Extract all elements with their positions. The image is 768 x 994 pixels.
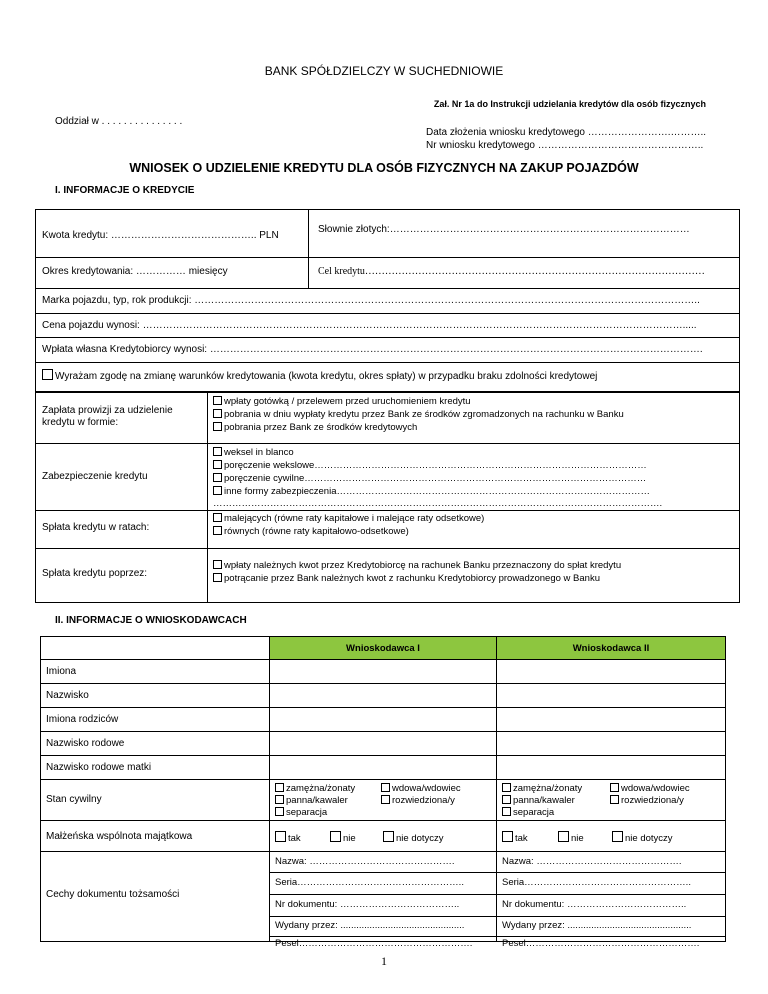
a1-marital-single[interactable]: panna/kawaler [275, 795, 348, 807]
applicant-1-header: Wnioskodawca I [346, 643, 420, 654]
credit-purpose-field[interactable]: Cel kredytu………………………………………………………………………………………… [318, 266, 705, 277]
credit-period-field[interactable]: Okres kredytowania: …………… miesięcy [42, 266, 228, 277]
repayment-deduction-checkbox[interactable] [213, 573, 222, 582]
a2-divorced-checkbox[interactable] [610, 795, 619, 804]
a1-widowed-checkbox[interactable] [381, 783, 390, 792]
attachment-note: Zał. Nr 1a do Instrukcji udzielania kredytów dla osób fizycznych [433, 99, 706, 109]
a1-separated-checkbox[interactable] [275, 807, 284, 816]
repayment-deposit-checkbox[interactable] [213, 560, 222, 569]
consent-row [42, 369, 597, 382]
commission-option-cash[interactable]: wpłaty gotówką / przelewem przed uruchomieniem kredytu [213, 396, 471, 408]
a2-id-name-field[interactable]: Nazwa: ………………………………………. [502, 856, 682, 867]
security-bill-guarantee-checkbox[interactable] [213, 460, 222, 469]
installments-label: Spłata kredytu w ratach: [42, 522, 150, 533]
security-civil-guarantee-checkbox[interactable] [213, 473, 222, 482]
security-option-civil-guarantee[interactable]: poręczenie cywilne……………………………………………………………………………………………… [213, 473, 646, 485]
a2-single-checkbox[interactable] [502, 795, 511, 804]
vehicle-price-field[interactable]: Cena pojazdu wynosi: ………………………………………………………………………………………………………………………………………………..... [42, 320, 697, 331]
commission-option-account[interactable]: pobrania w dniu wypłaty kredytu przez Bank ze środków zgromadzonych na rachunku w Banku [213, 409, 624, 421]
installments-equal-checkbox[interactable] [213, 526, 222, 535]
commission-cash-checkbox[interactable] [213, 396, 222, 405]
page-number: 1 [381, 954, 387, 968]
a2-id-number-field[interactable]: Nr dokumentu: ……………………………….. [502, 899, 687, 910]
own-contribution-field[interactable]: Wpłata własna Kredytobiorcy wynosi: …………………………………………………………………………………………………………………………………. [42, 344, 703, 355]
consent-label: Wyrażam zgodę na zmianę warunków kredytowania (kwota kredytu, okres spłaty) w przypadku braku zdolności kredytowej [55, 371, 598, 382]
section-2-heading: II. INFORMACJE O WNIOSKODAWCACH [55, 615, 247, 626]
a1-property-na-checkbox[interactable] [383, 831, 394, 842]
application-number-field[interactable]: Nr wniosku kredytowego ………………………………………….. [426, 140, 704, 151]
a2-property-na-checkbox[interactable] [612, 831, 623, 842]
a1-marital-married[interactable]: zamężna/żonaty [275, 783, 355, 795]
row-label-family-name: Nazwisko rodowe [46, 738, 125, 749]
commission-credit-checkbox[interactable] [213, 422, 222, 431]
row-label-surname: Nazwisko [46, 690, 89, 701]
a1-property-na[interactable]: nie dotyczy [383, 831, 444, 845]
a2-property-no[interactable]: nie [558, 831, 584, 845]
security-other-checkbox[interactable] [213, 486, 222, 495]
security-option-other[interactable]: inne formy zabezpieczenia……………………………………………………………………………………… [213, 486, 650, 498]
bank-name: BANK SPÓŁDZIELCZY W SUCHEDNIOWIE [264, 64, 504, 78]
form-title: WNIOSEK O UDZIELENIE KREDYTU DLA OSÓB FIZYCZNYCH NA ZAKUP POJAZDÓW [129, 161, 639, 175]
a1-id-name-field[interactable]: Nazwa: ………………………………………. [275, 856, 455, 867]
branch-field[interactable]: Oddział w . . . . . . . . . . . . . . . [55, 116, 183, 127]
a2-id-issuer-field[interactable]: Wydany przez: ............................................... [502, 920, 692, 931]
a2-property-yes[interactable]: tak [502, 831, 528, 845]
a1-single-checkbox[interactable] [275, 795, 284, 804]
row-label-first-names: Imiona [46, 666, 77, 677]
a2-marital-separated[interactable]: separacja [502, 807, 554, 819]
a2-married-checkbox[interactable] [502, 783, 511, 792]
consent-checkbox[interactable] [42, 369, 53, 380]
a1-marital-widowed[interactable]: wdowa/wdowiec [381, 783, 461, 795]
a1-id-number-field[interactable]: Nr dokumentu: ……………………………….. [275, 899, 460, 910]
section-1-heading: I. INFORMACJE O KREDYCIE [55, 185, 195, 196]
a2-marital-widowed[interactable]: wdowa/wdowiec [610, 783, 690, 795]
a2-marital-divorced[interactable]: rozwiedziona/y [610, 795, 684, 807]
repayment-label: Spłata kredytu poprzez: [42, 568, 148, 579]
row-label-mother-family-name: Nazwisko rodowe matki [46, 762, 152, 773]
a2-id-series-field[interactable]: Seria…………………………………………….. [502, 877, 691, 888]
installments-decreasing-checkbox[interactable] [213, 513, 222, 522]
credit-amount-field[interactable]: Kwota kredytu: …………………………………….. PLN [42, 230, 279, 241]
row-label-marital-status: Stan cywilny [46, 794, 102, 805]
a2-separated-checkbox[interactable] [502, 807, 511, 816]
a1-marital-divorced[interactable]: rozwiedziona/y [381, 795, 455, 807]
a1-id-issuer-field[interactable]: Wydany przez: ............................................... [275, 920, 465, 931]
a2-marital-single[interactable]: panna/kawaler [502, 795, 575, 807]
security-option-blank-bill[interactable]: weksel in blanco [213, 447, 294, 459]
a2-widowed-checkbox[interactable] [610, 783, 619, 792]
security-label: Zabezpieczenie kredytu [42, 471, 148, 482]
installments-option-decreasing[interactable]: malejących (równe raty kapitałowe i malejące raty odsetkowe) [213, 513, 484, 525]
repayment-option-deduction[interactable]: potrącanie przez Bank należnych kwot z rachunku Kredytobiorcy prowadzonego w Banku [213, 573, 600, 585]
security-blank-bill-checkbox[interactable] [213, 447, 222, 456]
a2-property-yes-checkbox[interactable] [502, 831, 513, 842]
amount-in-words-field[interactable]: Słownie złotych:……………………………………………………………………………… [318, 224, 690, 235]
row-label-id-document: Cechy dokumentu tożsamości [46, 889, 180, 900]
submission-date-field[interactable]: Data złożenia wniosku kredytowego …………………….……….. [426, 127, 707, 138]
a1-property-no[interactable]: nie [330, 831, 356, 845]
a2-property-no-checkbox[interactable] [558, 831, 569, 842]
commission-option-credit[interactable]: pobrania przez Bank ze środków kredytowych [213, 422, 417, 434]
a1-divorced-checkbox[interactable] [381, 795, 390, 804]
a2-pesel-field[interactable]: Pesel………………………………………………. [502, 938, 700, 949]
a1-married-checkbox[interactable] [275, 783, 284, 792]
a1-id-series-field[interactable]: Seria…………………………………………….. [275, 877, 464, 888]
a2-marital-married[interactable]: zamężna/żonaty [502, 783, 582, 795]
commission-account-checkbox[interactable] [213, 409, 222, 418]
commission-label: Zapłata prowizji za udzielenie kredytu w formie: [42, 405, 173, 428]
a2-property-na[interactable]: nie dotyczy [612, 831, 673, 845]
a1-property-no-checkbox[interactable] [330, 831, 341, 842]
a1-property-yes[interactable]: tak [275, 831, 301, 845]
row-label-parents-names: Imiona rodziców [46, 714, 119, 725]
security-option-bill-guarantee[interactable]: poręczenie wekslowe…………………………………………………………………………………………… [213, 460, 647, 472]
a1-property-yes-checkbox[interactable] [275, 831, 286, 842]
row-label-joint-property: Małżeńska wspólnota majątkowa [46, 831, 193, 842]
repayment-option-deposit[interactable]: wpłaty należnych kwot przez Kredytobiorcę na rachunek Banku przeznaczony do spłat kredytu [213, 560, 621, 572]
vehicle-field[interactable]: Marka pojazdu, typ, rok produkcji: …………………………………………………………………………………………………………………………………….. [42, 295, 700, 306]
security-extra-line[interactable]: ……………………………………………………………………………………………………………………………. [213, 498, 663, 509]
a1-pesel-field[interactable]: Pesel………………………………………………. [275, 938, 473, 949]
a1-marital-separated[interactable]: separacja [275, 807, 327, 819]
applicant-2-header: Wnioskodawca II [572, 643, 650, 654]
installments-option-equal[interactable]: równych (równe raty kapitałowo-odsetkowe) [213, 526, 409, 538]
